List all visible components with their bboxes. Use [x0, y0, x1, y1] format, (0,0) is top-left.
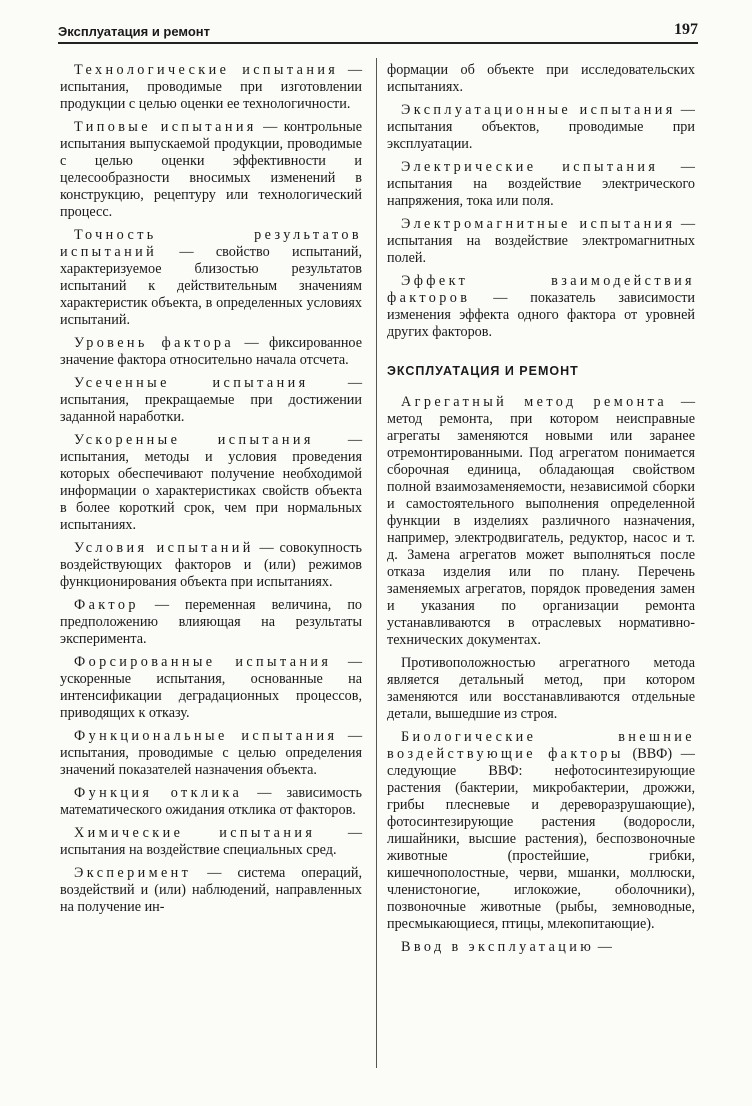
- glossary-entry: [387, 216, 695, 267]
- entry-term: Условия испытаний: [74, 540, 254, 556]
- glossary-entry: [387, 102, 695, 153]
- entry-definition: — система операций, воздействий и (или) наблюдений, направленных на получение ин-: [60, 865, 362, 915]
- entry-definition: — испытания, проводимые с целью определения значений показателей назначения объекта.: [60, 728, 362, 778]
- glossary-entry: [60, 375, 362, 426]
- entry-definition: —: [594, 939, 612, 955]
- page-number: 197: [674, 21, 698, 38]
- glossary-entry: [60, 227, 362, 329]
- glossary-entry: [60, 728, 362, 779]
- entry-term: Биологические внешние воздействующие факторы: [387, 729, 695, 762]
- entry-term: Ускоренные испытания: [74, 432, 314, 448]
- entry-definition: — показатель зависимости изменения эффекта одного фактора от уровней других факторов.: [387, 290, 695, 340]
- entry-term: Фактор: [74, 597, 139, 613]
- entry-definition: — зависимость математического ожидания отклика от факторов.: [60, 785, 362, 818]
- entry-term: Ввод в эксплуатацию: [401, 939, 595, 955]
- entry-term: Эффект взаимодействия факторов: [387, 273, 695, 306]
- entry-definition: — испытания на воздействие специальных сред.: [60, 825, 363, 858]
- entry-term: Эксперимент: [74, 865, 192, 881]
- glossary-entry: [60, 432, 362, 534]
- entry-definition: (ВВФ) — следующие ВВФ: нефотосинтезирующие растения (бактерии, микробактерии, дрожжи, грибы плесневые и дереворазрушающие), фотосинтезирующие растения (водоросли, лишайники, высшие растения), беспозвоночные животные (простейшие, грибки, кишечнополостные, черви, мшанки, моллюски, членистоногие, иглокожие, оболочники), позвоночные животные (рыбы, земноводные, пресмыкающиеся, птицы, млекопитающие).: [387, 746, 695, 932]
- entry-definition: — метод ремонта, при котором неисправные агрегаты заменяются новыми или заранее отремонтированными. Под агрегатом понимается сборочная единица, обладающая свойством полной взаимозаменяемости, независимой сборки и самостоятельного выполнения определенной функции в изделиях различного назначения, например, электродвигатель, редуктор, насос и т. д. Замена агрегатов может выполняться после отказа изделия или по плану. Перечень заменяемых агрегатов, порядок проведения замен и указания по организации ремонта устанавливаются в отраслевых нормативно-технических документах.: [387, 394, 696, 648]
- entry-term: Функциональные испытания: [74, 728, 338, 744]
- entry-term: Типовые испытания: [74, 119, 257, 135]
- entry-definition: — ускоренные испытания, основанные на интенсификации деградационных процессов, приводящих к отказу.: [60, 654, 362, 721]
- entry-definition: — переменная величина, по предположению влияющая на результаты эксперимента.: [60, 597, 362, 647]
- entry-definition: Противоположностью агрегатного метода является детальный метод, при котором заменяются или восстанавливаются отдельные детали, вышедшие из строя.: [387, 655, 695, 722]
- entry-term: Форсированные испытания: [74, 654, 332, 670]
- running-header: [58, 16, 698, 44]
- glossary-entry: [60, 62, 362, 113]
- section-heading: ЭКСПЛУАТАЦИЯ И РЕМОНТ: [387, 364, 579, 378]
- glossary-paragraph: [387, 655, 695, 723]
- entry-definition: — испытания на воздействие электромагнитных полей.: [387, 216, 695, 266]
- glossary-entry: [60, 865, 362, 916]
- entry-definition: — испытания, прекращаемые при достижении заданной наработки.: [60, 375, 363, 425]
- left-column: [60, 62, 362, 922]
- glossary-entry: [387, 939, 695, 956]
- continued-text: формации об объекте при исследовательских испытаниях.: [387, 62, 695, 95]
- entry-term: Точность результатов испытаний: [60, 227, 362, 260]
- glossary-entry: [387, 273, 695, 341]
- glossary-entry: [60, 785, 362, 819]
- glossary-entry: [60, 597, 362, 648]
- entry-term: Электрические испытания: [401, 159, 659, 175]
- entry-definition: — испытания, методы и условия проведения которых обеспечивают получение необходимой информации о характеристиках свойств объекта в более короткий срок, чем при нормальных испытаниях.: [60, 432, 363, 533]
- column-divider: [376, 58, 377, 1068]
- entry-term: Функция отклика: [74, 785, 243, 801]
- entry-term: Усеченные испытания: [74, 375, 309, 391]
- entry-term: Эксплуатационные испытания: [401, 102, 676, 118]
- entry-definition: — свойство испытаний, характеризуемое близостью результатов испытаний к действительным значениям характеристик объекта, в определенных условиях испытаний.: [60, 244, 362, 328]
- glossary-entry: [60, 654, 362, 722]
- entry-term: Агрегатный метод ремонта: [401, 394, 668, 410]
- glossary-entry: [60, 335, 362, 369]
- entry-term: Химические испытания: [74, 825, 316, 841]
- entry-definition: — испытания, проводимые при изготовлении продукции с целью оценки ее технологичности.: [60, 62, 362, 112]
- glossary-entry: [60, 825, 362, 859]
- header-section-title: Эксплуатация и ремонт: [58, 24, 211, 39]
- entry-definition: — испытания на воздействие электрического напряжения, тока или поля.: [387, 159, 695, 209]
- glossary-entry: [387, 394, 695, 649]
- glossary-entry: [60, 119, 362, 221]
- entry-definition: — испытания объектов, проводимые при эксплуатации.: [387, 102, 695, 152]
- entry-definition: — совокупность воздействующих факторов и (или) режимов функционирования объекта при испытаниях.: [60, 540, 362, 590]
- glossary-entry: [387, 159, 695, 210]
- entry-definition: — фиксированное значение фактора относительно начала отсчета.: [60, 335, 363, 368]
- glossary-entry: [387, 729, 695, 933]
- entry-definition: — контрольные испытания выпускаемой продукции, проводимые с целью оценки эффективности и целесообразности вносимых изменений в конструкцию, рецептуру или технологический процесс.: [60, 119, 362, 220]
- entry-term: Технологические испытания: [74, 62, 339, 78]
- entry-term: Уровень фактора: [74, 335, 235, 351]
- glossary-entry: [60, 540, 362, 591]
- entry-term: Электромагнитные испытания: [401, 216, 676, 232]
- right-column: [387, 62, 695, 962]
